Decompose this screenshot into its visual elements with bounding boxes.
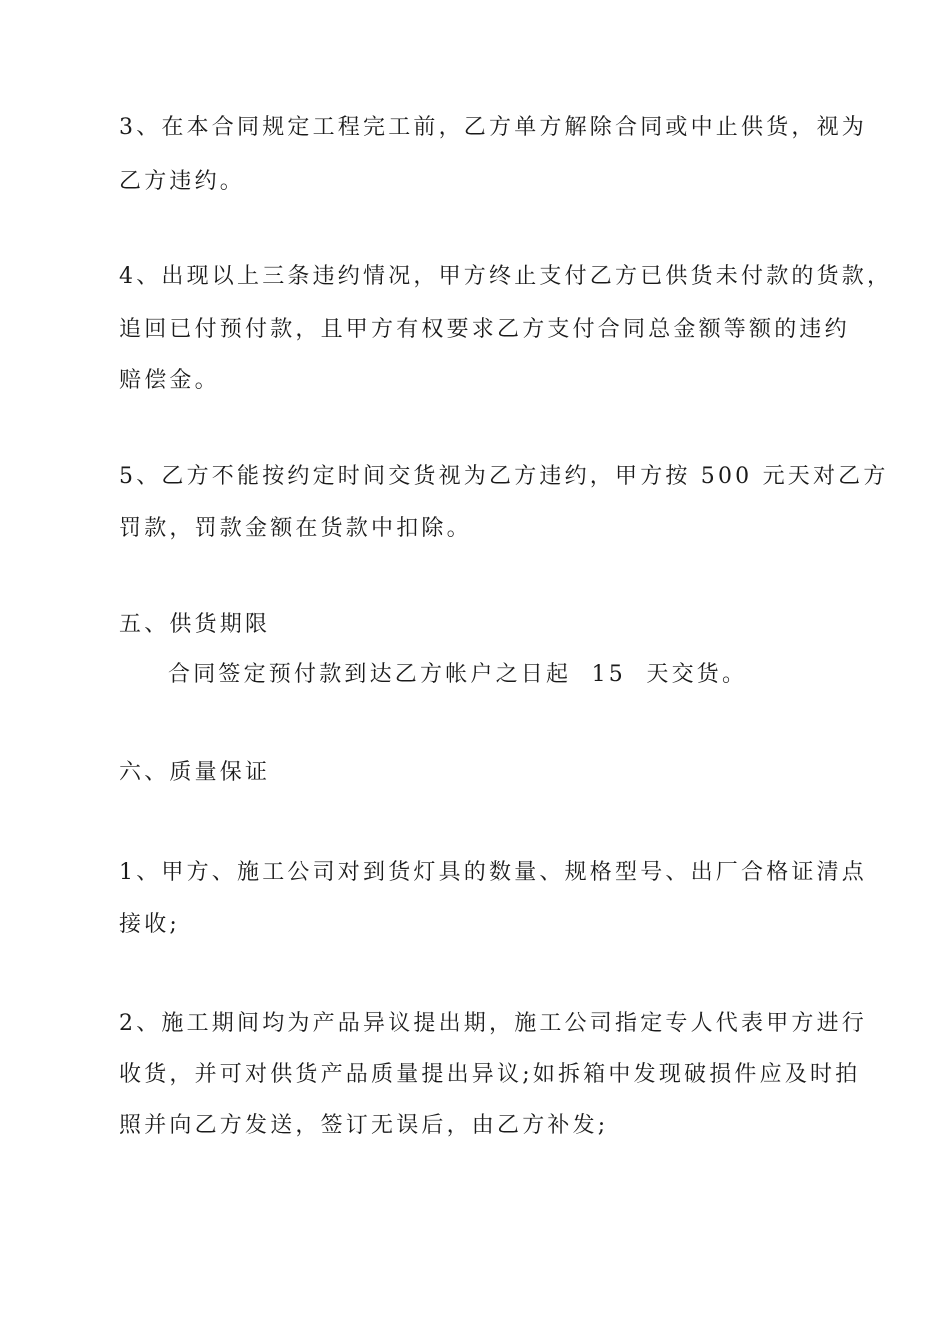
clause-5-line-1: 5、乙方不能按约定时间交货视为乙方违约，甲方按 500 元天对乙方 — [119, 464, 889, 489]
clause-4-line-3: 赔偿金。 — [119, 368, 220, 393]
section-6-item-1-line-2: 接收; — [119, 912, 181, 937]
section-5-heading: 五、供货期限 — [119, 612, 271, 637]
clause-4-line-1: 4、出现以上三条违约情况，甲方终止支付乙方已供货未付款的货款， — [119, 264, 893, 289]
section-6-item-2-line-3: 照并向乙方发送，签订无误后，由乙方补发; — [119, 1113, 609, 1138]
clause-3-line-1: 3、在本合同规定工程完工前，乙方单方解除合同或中止供货，视为 — [119, 115, 867, 140]
section-6-item-2-line-2: 收货，并可对供货产品质量提出异议;如拆箱中发现破损件应及时拍 — [119, 1062, 861, 1087]
clause-4-line-2: 追回已付预付款，且甲方有权要求乙方支付合同总金额等额的违约 — [119, 317, 850, 342]
clause-3-line-2: 乙方违约。 — [119, 169, 246, 194]
section-6-item-2-line-1: 2、施工期间均为产品异议提出期，施工公司指定专人代表甲方进行 — [119, 1011, 867, 1036]
section-6-item-1-line-1: 1、甲方、施工公司对到货灯具的数量、规格型号、出厂合格证清点 — [119, 860, 867, 885]
clause-5-line-2: 罚款，罚款金额在货款中扣除。 — [119, 516, 472, 541]
section-6-heading: 六、质量保证 — [119, 760, 271, 785]
section-5-body: 合同签定预付款到达乙方帐户之日起 15 天交货。 — [168, 662, 748, 687]
